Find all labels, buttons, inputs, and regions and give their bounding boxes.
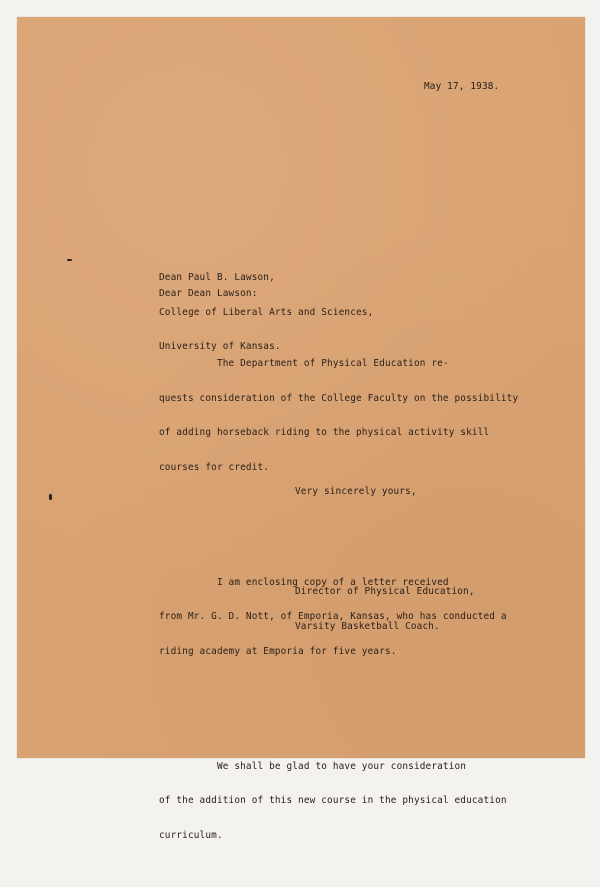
paragraph: [159, 335, 518, 496]
body-line: from Mr. G. D. Nott, of Emporia, Kansas, who has conducted a: [159, 611, 507, 622]
signature-block: [295, 563, 475, 655]
letter-date: May 17, 1938.: [424, 81, 500, 92]
signature-title: Director of Physical Education,: [295, 586, 475, 597]
ink-mark: [67, 259, 72, 261]
recipient-college: College of Liberal Arts and Sciences,: [159, 306, 374, 318]
body-line: The Department of Physical Education re-: [159, 358, 449, 369]
body-line: We shall be glad to have your consideration: [159, 760, 467, 772]
body-line: quests consideration of the College Faculty on the possibility: [159, 392, 519, 404]
body-line: I am enclosing copy of a letter received: [159, 576, 449, 588]
recipient-name: Dean Paul B. Lawson,: [159, 272, 275, 283]
salutation: Dear Dean Lawson:: [159, 288, 258, 299]
body-line: riding academy at Emporia for five years.: [159, 645, 397, 657]
paragraph: [159, 738, 518, 865]
signature-role: Varsity Basketball Coach.: [295, 620, 440, 632]
paragraph-gap: [159, 519, 518, 531]
body-line: of adding horseback riding to the physical activity skill: [159, 427, 490, 438]
letter-page: [17, 17, 585, 841]
body-line: curriculum.: [159, 829, 223, 841]
body-line: courses for credit.: [159, 461, 270, 473]
paragraph-gap: [159, 703, 518, 715]
ink-mark: [49, 494, 52, 500]
closing: Very sincerely yours,: [295, 486, 417, 497]
recipient-university: University of Kansas.: [159, 341, 281, 352]
body-line: of the addition of this new course in the physical education: [159, 795, 507, 806]
